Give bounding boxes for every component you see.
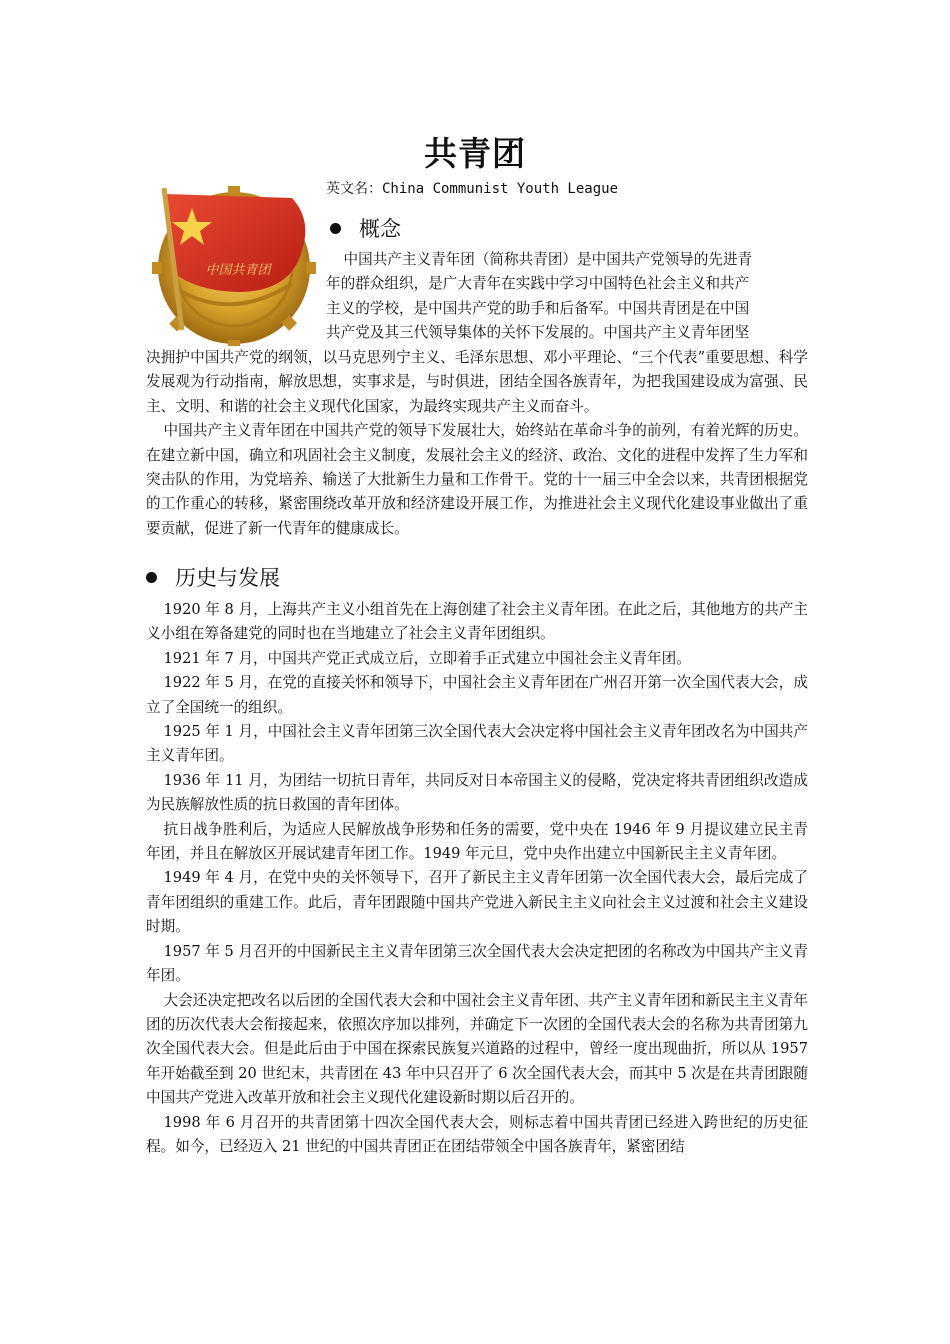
- history-section: [146, 598, 808, 1159]
- paragraph: 1949 年 4 月，在党中央的关怀领导下，召开了新民主主义青年团第一次全国代表大会，最后完成了青年团组织的重建工作。此后，青年团跟随中国共产党进入新民主主义向社会主义过渡和社会主义建设时期。: [146, 869, 808, 936]
- paragraph: 1921 年 7 月，中国共产党正式成立后，立即着手正式建立中国社会主义青年团。: [163, 649, 691, 667]
- paragraph: 决拥护中国共产党的纲领，以马克思列宁主义、毛泽东思想、邓小平理论、“三个代表”重要思想、科学发展观为行动指南，解放思想，实事求是，与时俱进，团结全国各族青年，为把我国建设成为富强、民主、文明、和谐的社会主义现代化国家，为最终实现共产主义而奋斗。: [146, 349, 808, 415]
- paragraph: 1936 年 11 月，为团结一切抗日青年，共同反对日本帝国主义的侵略，党决定将共青团组织改造成为民族解放性质的抗日救国的青年团体。: [146, 771, 808, 814]
- paragraph: 1957 年 5 月召开的中国新民主主义青年团第三次全国代表大会决定把团的名称改为中国共产主义青年团。: [146, 942, 808, 985]
- english-name: 英文名：China Communist Youth League: [326, 181, 619, 197]
- paragraph: 1925 年 1 月，中国社会主义青年团第三次全国代表大会决定将中国社会主义青年团改名为中国共产主义青年团。: [146, 723, 808, 765]
- paragraph: 1920 年 8 月，上海共产主义小组首先在上海创建了社会主义青年团。在此之后，其他地方的共产主义小组在筹备建党的同时也在当地建立了社会主义青年团组织。: [146, 601, 808, 643]
- document-title: 共青团: [424, 134, 526, 173]
- section-heading-history: 历史与发展: [146, 562, 280, 592]
- concept-continuation: [146, 346, 808, 541]
- paragraph: 1998 年 6 月召开的共青团第十四次全国代表大会，则标志着中国共青团已经进入跨世纪的历史征程。如今，已经迈入 21 世纪的中国共青团正在团结带领全中国各族青年，紧密团结: [146, 1113, 808, 1155]
- concept-intro: [326, 248, 806, 346]
- paragraph: 大会还决定把改名以后团的全国代表大会和中国社会主义青年团、共产主义青年团和新民主主义青年团的历次代表大会衔接起来，依照次序加以排列，并确定下一次团的全国代表大会的名称为共青团第九次全国代表大会。但是此后由于中国在探索民族复兴道路的过程中，曾经一度出现曲折，所以从 1957 年开始截至到 20 世纪末，共青团在 43 年中只召开了 6 次全国代表大会，而其中 5 次是在共青团跟随中国共产党进入改革开放和社会主义现代化建设新时期以后召开的。: [146, 991, 808, 1107]
- bullet-icon: [146, 572, 157, 583]
- bullet-icon: [330, 223, 341, 234]
- concept-intro-line: 主义的学校，是中国共产党的助手和后备军。中国共青团是在中国: [326, 299, 750, 317]
- paragraph: 1922 年 5 月，在党的直接关怀和领导下，中国社会主义青年团在广州召开第一次全国代表大会，成立了全国统一的组织。: [146, 674, 808, 716]
- concept-intro-line: 共产党及其三代领导集体的关怀下发展的。中国共产主义青年团坚: [326, 324, 750, 342]
- youth-league-emblem-image: [142, 180, 320, 346]
- emblem-text: 中国共青团: [205, 263, 271, 278]
- paragraph: 中国共产主义青年团在中国共产党的领导下发展壮大，始终站在革命斗争的前列，有着光辉的历史。在建立新中国，确立和巩固社会主义制度，发展社会主义的经济、政治、文化的进程中发挥了生力军和突击队的作用，为党培养、输送了大批新生力量和工作骨干。党的十一届三中全会以来，共青团根据党的工作重心的转移，紧密围绕改革开放和经济建设开展工作，为推进社会主义现代化建设事业做出了重要贡献，促进了新一代青年的健康成长。: [146, 422, 808, 537]
- paragraph: 抗日战争胜利后，为适应人民解放战争形势和任务的需要，党中央在 1946 年 9 月提议建立民主青年团，并且在解放区开展试建青年团工作。1949 年元旦，党中央作出建立中国新民主主义青年团。: [146, 820, 808, 863]
- section-heading-concept: 概念: [330, 213, 401, 243]
- concept-intro-line: 年的群众组织，是广大青年在实践中学习中国特色社会主义和共产: [326, 275, 750, 293]
- concept-intro-line: 中国共产主义青年团（简称共青团）是中国共产党领导的先进青: [343, 251, 753, 268]
